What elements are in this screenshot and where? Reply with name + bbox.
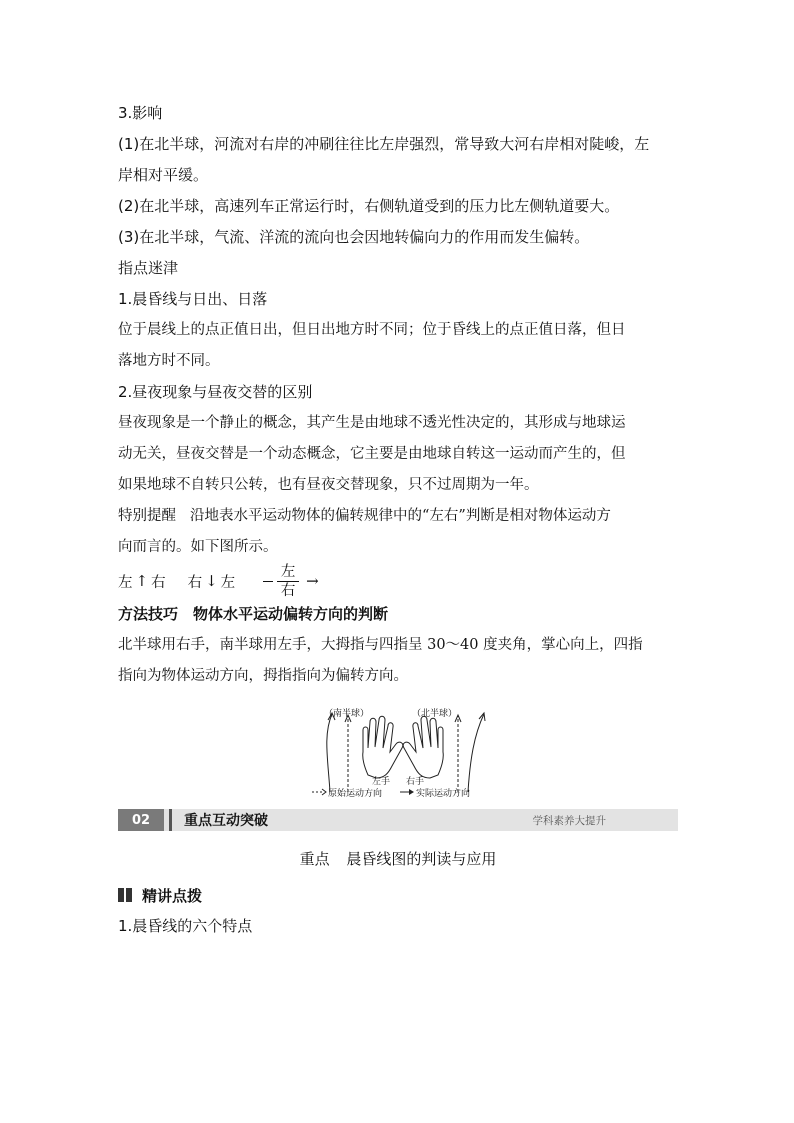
tip-text-1: 沿地表水平运动物体的偏转规律中的“左右”判断是相对物体运动方 [190,508,611,524]
left-hand-label: 左手 [372,777,391,787]
hand-rule-figure [118,700,678,800]
north-hemisphere-label: （北半球） [412,709,458,719]
section-title: 重点互动突破 [184,813,268,829]
influence-heading: 3.影响 [118,104,163,122]
tip-label: 特别提醒 [118,508,176,524]
tip-line-2: 向而言的。如下图所示。 [118,539,278,555]
hand-rule-diagram [118,700,678,800]
guide-item-2-title: 2.昼夜现象与昼夜交替的区别 [118,383,313,401]
direction-right [257,564,322,599]
guide-item-1-line-1: 位于晨线上的点正值日出，但日出地方时不同；位于昏线上的点正值日落，但日 [118,322,626,338]
arrow-down-icon: ↓ [205,572,218,590]
section-banner [118,809,678,831]
frac-top-label: 左 [280,563,296,580]
legend-original-label: 原始运动方向 [328,789,383,799]
right-hand-label: 右手 [406,777,425,787]
legend-solid-head [409,789,414,795]
section-divider [169,809,172,831]
guide-item-2-line-1: 昼夜现象是一个静止的概念，其产生是由地球不透光性决定的，其形成与地球运 [118,415,626,431]
influence-para-1-line-1: (1)在北半球，河流对右岸的冲刷往往比左岸强烈，常导致大河右岸相对陡峻，左 [118,135,650,153]
north-deflect-arrow [468,714,484,792]
line-segment-icon [263,581,273,582]
guide-item-1-line-2: 落地方时不同。 [118,353,220,369]
influence-para-2: (2)在北半球，高速列车正常运行时，右侧轨道受到的压力比左侧轨道要大。 [118,197,620,215]
direction-fraction [277,564,299,599]
down-right-label: 左 [220,574,236,591]
key-point-label: 重点 [299,850,330,868]
section-subtitle: 学科素养大提升 [532,814,606,827]
key-point-title [118,847,678,871]
legend-actual-label: 实际运动方向 [416,789,471,799]
influence-para-1-line-2: 岸相对平缓。 [118,166,209,184]
method-heading: 方法技巧 物体水平运动偏转方向的判断 [118,605,389,623]
right-hand-icon [403,716,443,778]
direction-down [188,571,236,592]
influence-para-3: (3)在北半球，气流、洋流的流向也会因地转偏向力的作用而发生偏转。 [118,228,590,246]
guide-item-2-line-2: 动无关，昼夜交替是一个动态概念，它主要是由地球自转这一运动而产生的，但 [118,446,626,462]
left-hand-icon [363,716,403,778]
guide-item-2-line-3: 如果地球不自转只公转，也有昼夜交替现象，只不过周期为一年。 [118,477,539,493]
method-line-1: 北半球用右手，南半球用左手，大拇指与四指呈 30～40 度夹角，掌心向上，四指 [118,637,643,653]
up-right-label: 右 [151,574,166,591]
lecture-heading: 精讲点拨 [142,886,203,905]
lecture-item-1: 1.晨昏线的六个特点 [118,917,253,935]
direction-examples [118,563,678,599]
south-hemisphere-label: （南半球） [324,709,370,719]
frac-bar [277,581,299,582]
frac-bottom-label: 右 [280,582,296,599]
south-deflect-arrow [327,714,332,792]
section-number: 02 [118,809,164,831]
tip-line-1 [118,501,678,532]
guide-item-1-title: 1.晨昏线与日出、日落 [118,290,268,308]
arrow-up-icon: ↑ [135,572,149,590]
up-left-label: 左 [118,574,133,591]
direction-up [118,571,166,592]
lecture-heading-row [118,881,678,909]
arrow-right-icon: → [306,572,319,590]
down-left-label: 右 [187,574,203,591]
method-line-2: 指向为物体运动方向，拇指指向为偏转方向。 [118,668,408,684]
key-point-text: 晨昏线图的判读与应用 [346,850,497,868]
bars-icon [118,888,134,902]
guide-heading: 指点迷津 [118,259,179,277]
page-content [118,98,678,941]
